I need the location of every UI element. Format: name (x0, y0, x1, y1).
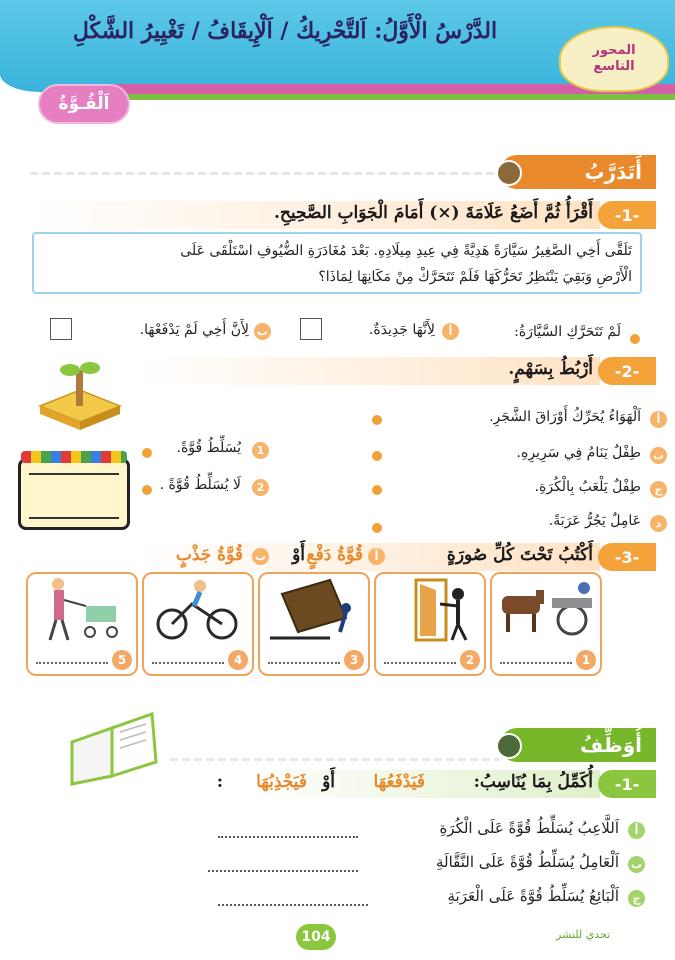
picture-card-3 (258, 572, 370, 676)
horse-cart-icon (492, 574, 600, 644)
apply-section-tag (500, 728, 656, 762)
q2-dot-d[interactable] (372, 523, 382, 533)
apply-blank-b[interactable] (208, 858, 358, 872)
q2-letter-c: ج (650, 481, 667, 498)
grade-stamp (18, 458, 130, 530)
bicycle-icon (144, 574, 252, 644)
q2-letter-a: أ (650, 411, 667, 428)
apply-mascot-icon (496, 733, 522, 759)
q2-item-b: طِفْلٌ يَنَامُ فِي سَرِيرِهِ. (516, 445, 641, 461)
apply-item-a: اَللَّاعِبُ يُسَلِّطُ قُوَّةً عَلَى الْكُرَةِ (439, 819, 619, 837)
apply-item-b: اَلْعَامِلُ يُسَلِّطُ قُوَّةً عَلَى النَّقَّالَةِ (435, 853, 619, 871)
stroller-icon (28, 574, 136, 644)
stamp-lines (29, 473, 119, 519)
q2-number-1: 1 (252, 442, 269, 459)
header-green-stripe (60, 94, 675, 100)
option-a-text: لِأَنَّهَا جَدِيدَةٌ. (368, 322, 435, 338)
picture-card-1 (490, 572, 602, 676)
q1-question: لَمْ تَتَحَرَّكِ السَّيَّارَةُ: (514, 324, 621, 340)
q2-number-2: 2 (252, 479, 269, 496)
answer-line-4[interactable] (152, 662, 224, 664)
section-divider (30, 172, 500, 175)
q3-choice-a: قُوَّةُ دَفْعٍ (306, 545, 363, 565)
answer-line-5[interactable] (36, 662, 108, 664)
q3-instruction: أَكْتُبُ تَحْتَ كُلِّ صُورَةٍ (446, 545, 593, 565)
q2-dot-1[interactable] (142, 448, 152, 458)
apply-q1-instruction: أُكَمِّلُ بِمَا يُنَاسِبُ: (473, 772, 593, 792)
q3-choice-a-letter: أ (368, 548, 385, 565)
picture-card-2 (374, 572, 486, 676)
q2-item-d: عَامِلٌ يَجُرُّ عَرَبَةً. (548, 513, 641, 529)
option-a-checkbox[interactable] (300, 318, 322, 340)
q1-number: -1- (598, 201, 656, 229)
q2-number: -2- (598, 357, 656, 385)
q3-number: -3- (598, 543, 656, 571)
apply-word2: فَيَجْذِبُهَا (256, 772, 307, 792)
apply-letter-b: ب (628, 856, 645, 873)
q2-dot-2[interactable] (142, 485, 152, 495)
page-number: 104 (296, 924, 336, 950)
apply-q1-number: -1- (598, 770, 656, 798)
card-number-4: 4 (228, 650, 248, 670)
q2-response-2: لَا يُسَلِّطُ قُوَّةً . (159, 477, 241, 493)
apply-blank-a[interactable] (218, 824, 358, 838)
door-push-icon (376, 574, 484, 644)
topic-label: اَلْقُـوَّةُ (38, 84, 130, 124)
answer-line-3[interactable] (268, 662, 340, 664)
option-b-letter: ب (254, 323, 271, 340)
answer-line-1[interactable] (500, 662, 572, 664)
option-b-checkbox[interactable] (50, 318, 72, 340)
apply-word1: فَيَدْفَعُهَا (373, 772, 425, 792)
passage-line-2: الْأَرْضِ وَبَقِيَ يَنْتَظِرُ تَحَرُّكَهَا فَلَمْ تَتَحَرَّكْ مِنْ مَكَانِهَا لِمَاذَا؟ (318, 269, 632, 285)
mascot-icon (496, 160, 522, 186)
practice-section-tag (500, 155, 656, 189)
card-number-1: 1 (576, 650, 596, 670)
q1-instruction: أَقْرَأُ ثُمَّ أَضَعُ عَلَامَةَ (×) أَمَامَ الْجَوَابِ الصَّحِيحِ. (273, 203, 593, 223)
q2-letter-b: ب (650, 447, 667, 464)
option-a-letter: أ (442, 323, 459, 340)
option-b-text: لِأَنَّ أَخِي لَمْ يَدْفَعْهَا. (139, 322, 249, 338)
q2-item-c: طِفْلٌ يَلْعَبُ بِالْكُرَةِ. (534, 479, 641, 495)
colored-border (21, 451, 127, 463)
card-number-3: 3 (344, 650, 364, 670)
apply-letter-a: أ (628, 822, 645, 839)
q2-letter-d: د (650, 515, 667, 532)
box-push-icon (260, 574, 368, 644)
passage-line-1: تَلَقَّى أَخِي الصَّغِيرُ سَيَّارَةً هَدِيَّةً فِي عِيدِ مِيلَادِهِ. بَعْدَ مُغَادَرَةِ الضُّيُوفِ اسْتَلْقَى عَلَى (180, 243, 632, 259)
picture-card-5 (26, 572, 138, 676)
open-book-icon (66, 712, 162, 786)
q2-dot-c[interactable] (372, 485, 382, 495)
answer-line-2[interactable] (384, 662, 456, 664)
q3-choice-b-letter: ب (252, 548, 269, 565)
q2-dot-a[interactable] (372, 415, 382, 425)
q2-response-1: يُسَلِّطُ قُوَّةً. (176, 440, 241, 456)
axis-line1: المحور (592, 43, 636, 58)
q2-instruction: أَرْبُطُ بِسَهْمٍ. (508, 359, 593, 379)
apply-colon: : (216, 772, 223, 792)
book-tree-icon (34, 360, 126, 434)
q1-bullet (630, 334, 640, 344)
lesson-title: الدَّرْسُ الْأَوَّلُ: اَلتَّحْرِيكُ / اَلْإِيقَافُ / تَغْيِيرُ الشَّكْلِ (72, 18, 498, 44)
picture-card-4 (142, 572, 254, 676)
publisher-brand: تحدي للنشر (556, 928, 611, 941)
card-number-5: 5 (112, 650, 132, 670)
axis-badge (559, 26, 669, 92)
apply-divider (170, 758, 500, 761)
apply-title: أُوَظِّفُ (580, 733, 642, 757)
practice-title: أَتَدَرَّبُ (584, 160, 642, 184)
q3-or: أَوْ (292, 545, 305, 565)
passage-box (32, 232, 642, 294)
q2-dot-b[interactable] (372, 451, 382, 461)
apply-or: أَوْ (322, 772, 335, 792)
q2-item-a: اَلْهَوَاءُ يُحَرِّكُ أَوْرَاقَ الشَّجَرِ. (489, 409, 641, 425)
apply-blank-c[interactable] (218, 892, 368, 906)
q3-choice-b: قُوَّةُ جَذْبٍ (175, 545, 243, 565)
apply-item-c: اَلْبَائِعُ يُسَلِّطُ قُوَّةً عَلَى الْعَرَبَةِ (447, 887, 619, 905)
axis-line2: التاسع (593, 59, 635, 74)
apply-letter-c: ج (628, 890, 645, 907)
card-number-2: 2 (460, 650, 480, 670)
